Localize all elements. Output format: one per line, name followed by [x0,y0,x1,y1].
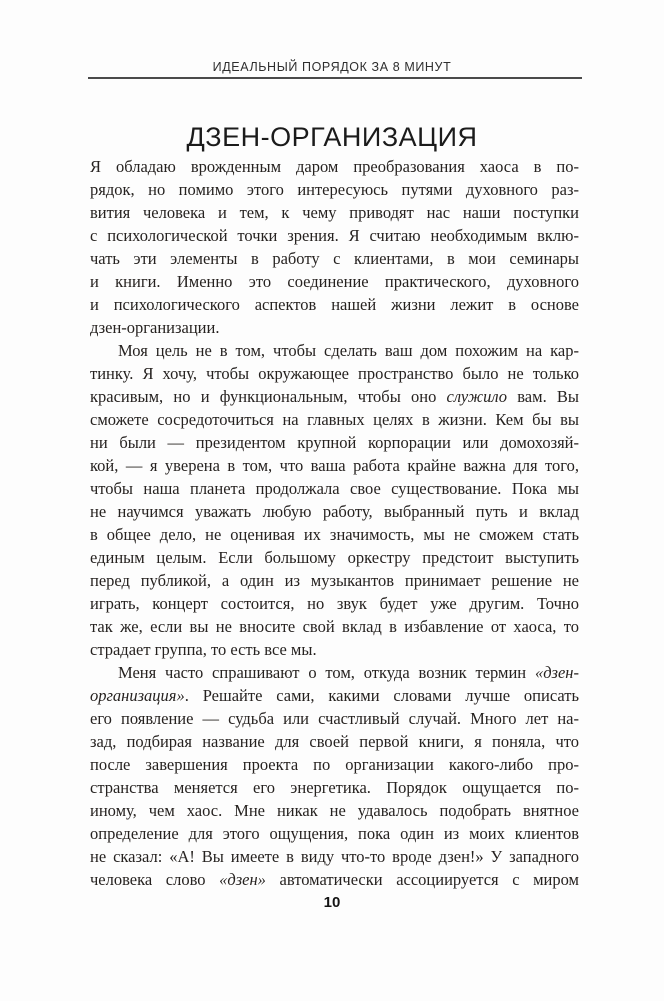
text-run: не сказал: «А! Вы имеете в виду что-то вроде дзен!» У западного [90,847,579,866]
text-line [90,362,579,385]
text-run: перед публикой, а один из музыкантов принимает решение не [90,571,579,590]
text-line [90,569,579,592]
text-run: чтобы наша планета продолжала свое существование. Пока мы [90,479,579,498]
text-line [90,546,579,569]
text-line [90,270,579,293]
text-run: единым целым. Если большому оркестру предстоит выступить [90,548,579,567]
text-run: так же, если вы не вносите свой вклад в избавление от хаоса, то [90,617,579,636]
text-line [90,707,579,730]
text-run: играть, концерт состоится, но звук будет уже другим. Точно [90,594,579,613]
text-line [90,776,579,799]
text-line [90,293,579,316]
text-line [90,592,579,615]
text-run: кой, — я уверена в том, что ваша работа крайне важна для того, [90,456,579,475]
text-line [90,753,579,776]
header-rule [88,77,582,79]
chapter-title: ДЗЕН-ОРГАНИЗАЦИЯ [186,122,478,153]
text-run: после завершения проекта по организации какого-либо про- [90,755,579,774]
italic-text-run: «дзен- [534,663,579,682]
text-run: вития человека и тем, к чему приводят нас наши поступки [90,203,579,222]
text-run: красивым, но и функциональным, чтобы оно [90,387,447,406]
text-line [90,155,579,178]
text-run: и психологического аспектов нашей жизни лежит в основе [90,295,579,314]
text-line [90,638,579,661]
text-line [90,224,579,247]
text-line [90,247,579,270]
text-line [90,178,579,201]
italic-text-run: служило [446,387,508,406]
text-run: странства меняется его энергетика. Порядок ощущается по- [90,778,579,797]
text-run: автоматически ассоциируется с миром [265,870,579,889]
page-number: 10 [323,894,341,911]
text-run: тинку. Я хочу, чтобы окружающее пространство было не только [90,364,579,383]
text-line [90,822,579,845]
text-line [90,477,579,500]
text-line [90,201,579,224]
text-line [90,684,579,707]
paragraph [90,155,579,339]
text-run: дзен-организации. [90,318,220,337]
text-run: определение для этого ощущения, пока один из моих клиентов [90,824,579,843]
text-line [90,316,579,339]
text-run: ни были — президентом крупной корпорации или домохозяй- [90,433,579,452]
text-run: Моя цель не в том, чтобы сделать ваш дом похожим на кар- [118,341,579,360]
italic-text-run: организация» [90,686,185,705]
text-run: страдает группа, то есть все мы. [90,640,317,659]
text-line [90,868,579,891]
paragraph [90,339,579,661]
text-line [90,431,579,454]
text-line [90,385,579,408]
text-run: Я обладаю врожденным даром преобразования хаоса в по- [90,157,579,176]
text-run: Меня часто спрашивают о том, откуда возник термин [118,663,535,682]
text-run: с психологической точки зрения. Я считаю необходимым вклю- [90,226,579,245]
text-line [90,408,579,431]
text-run: иному, чем хаос. Мне никак не удавалось подобрать внятное [90,801,579,820]
text-line [90,523,579,546]
text-run: в общее дело, не оценивая их значимость, мы не сможем стать [90,525,579,544]
body-text [90,155,579,891]
text-run: его появление — судьба или счастливый случай. Много лет на- [90,709,579,728]
text-line [90,615,579,638]
running-header: ИДЕАЛЬНЫЙ ПОРЯДОК ЗА 8 МИНУТ [212,60,452,74]
text-line [90,799,579,822]
text-line [90,454,579,477]
text-line [90,339,579,362]
text-run: и книги. Именно это соединение практического, духовного [90,272,579,291]
text-run: рядок, но помимо этого интересуюсь путями духовного раз- [90,180,579,199]
text-run: чать эти элементы в работу с клиентами, в мои семинары [90,249,579,268]
italic-text-run: «дзен» [219,870,266,889]
text-run: не научимся уважать любую работу, выбранный путь и вклад [90,502,579,521]
paragraph [90,661,579,891]
text-run: вам. Вы [507,387,579,406]
text-line [90,730,579,753]
text-line [90,661,579,684]
text-run: человека слово [90,870,220,889]
text-run: . Решайте сами, какими словами лучше описать [184,686,579,705]
text-line [90,500,579,523]
text-line [90,845,579,868]
text-run: сможете сосредоточиться на главных целях в жизни. Кем бы вы [90,410,579,429]
text-run: зад, подбирая название для своей первой книги, я поняла, что [90,732,579,751]
